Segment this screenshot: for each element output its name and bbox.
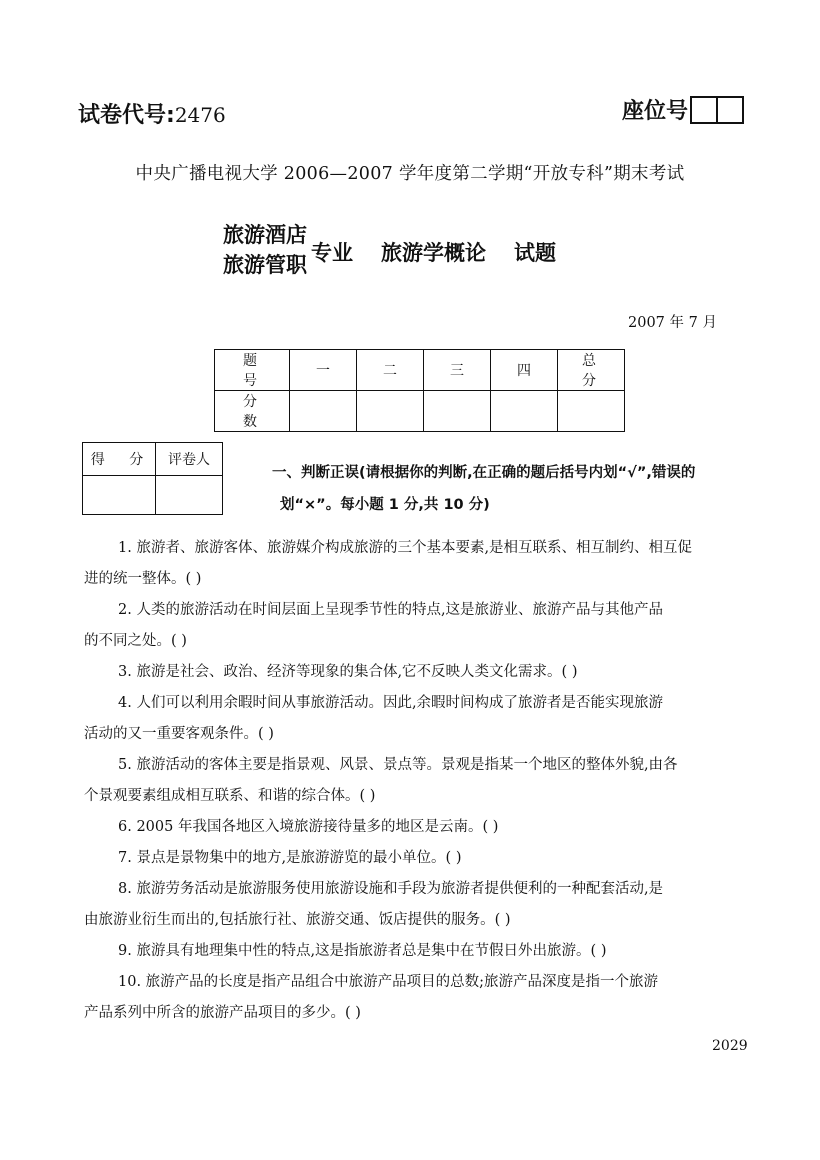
score-table-score-row: [215, 391, 625, 432]
column-header: 总 分: [558, 350, 625, 391]
column-header: 二: [357, 350, 424, 391]
score-table: [214, 349, 625, 432]
question-text-line: 5. 旅游活动的客体主要是指景观、风景、景点等。景观是指某一个地区的整体外貌,由各: [118, 757, 678, 773]
section-heading-line: 一、判断正误(请根据你的判断,在正确的题后括号内划“√”,错误的: [272, 465, 696, 481]
question-item: [84, 750, 756, 812]
score-cell: [83, 476, 156, 515]
paper-type: 试题: [514, 241, 556, 265]
grader-table-body-row: [83, 476, 223, 515]
question-text-line: 10. 旅游产品的长度是指产品组合中旅游产品项目的总数;旅游产品深度是指一个旅游: [118, 974, 659, 990]
column-header: 四: [491, 350, 558, 391]
question-item: [84, 595, 756, 657]
seat-label: 座位号: [622, 99, 689, 124]
paper-code: [78, 98, 226, 129]
majors: [223, 220, 307, 280]
question-text-line: 1. 旅游者、旅游客体、旅游媒介构成旅游的三个基本要素,是相互联系、相互制约、相互促: [118, 540, 693, 556]
seat-boxes: [690, 96, 744, 124]
question-list: [84, 533, 756, 1029]
question-text-line: 进的统一整体。( ): [84, 571, 202, 587]
seat-number: [622, 94, 744, 125]
grader-header: 评卷人: [156, 443, 223, 476]
question-text-line: 的不同之处。( ): [84, 633, 187, 649]
score-cell: [357, 391, 424, 432]
paper-code-number: 2476: [174, 103, 226, 127]
question-item: [84, 843, 756, 874]
score-table-header-row: [215, 350, 625, 391]
section-heading: [272, 457, 695, 521]
question-item: [84, 657, 756, 688]
question-text-line: 4. 人们可以利用余暇时间从事旅游活动。因此,余暇时间构成了旅游者是否能实现旅游: [118, 695, 664, 711]
page-number: 2029: [712, 1038, 748, 1054]
question-text-line: 活动的又一重要客观条件。( ): [84, 726, 274, 742]
question-item: [84, 967, 756, 1029]
score-cell: [424, 391, 491, 432]
score-cell: [491, 391, 558, 432]
question-text-line: 7. 景点是景物集中的地方,是旅游游览的最小单位。( ): [118, 850, 462, 866]
question-item: [84, 874, 756, 936]
question-item: [84, 688, 756, 750]
question-item: [84, 812, 756, 843]
section-heading-line: 划“×”。每小题 1 分,共 10 分): [280, 497, 490, 513]
major-suffix: 专业: [311, 241, 353, 265]
score-cell: [558, 391, 625, 432]
question-text-line: 3. 旅游是社会、政治、经济等现象的集合体,它不反映人类文化需求。( ): [118, 664, 578, 680]
question-text-line: 8. 旅游劳务活动是旅游服务使用旅游设施和手段为旅游者提供便利的一种配套活动,是: [118, 881, 664, 897]
question-text-line: 2. 人类的旅游活动在时间层面上呈现季节性的特点,这是旅游业、旅游产品与其他产品: [118, 602, 664, 618]
question-item: [84, 533, 756, 595]
seat-box: [716, 98, 742, 122]
grader-table: [82, 442, 223, 515]
major-name: 旅游管职: [223, 253, 307, 277]
exam-title: 中央广播电视大学 2006—2007 学年度第二学期“开放专科”期末考试: [135, 164, 685, 184]
question-text-line: 产品系列中所含的旅游产品项目的多少。( ): [84, 1005, 361, 1021]
grader-table-header-row: [83, 443, 223, 476]
score-cell: [290, 391, 357, 432]
course-name: 旅游学概论: [381, 241, 486, 265]
column-header: 三: [424, 350, 491, 391]
question-text-line: 个景观要素组成相互联系、和谐的综合体。( ): [84, 788, 376, 804]
score-header: 得 分: [83, 443, 156, 476]
grader-cell: [156, 476, 223, 515]
question-text-line: 9. 旅游具有地理集中性的特点,这是指旅游者总是集中在节假日外出旅游。( ): [118, 943, 607, 959]
column-header: 一: [290, 350, 357, 391]
seat-box: [692, 98, 716, 122]
question-item: [84, 936, 756, 967]
question-text-line: 6. 2005 年我国各地区入境旅游接待量多的地区是云南。( ): [118, 819, 499, 835]
score-label: 分 数: [215, 391, 290, 432]
major-name: 旅游酒店: [223, 223, 307, 247]
question-text-line: 由旅游业衍生而出的,包括旅行社、旅游交通、饭店提供的服务。( ): [84, 912, 511, 928]
exam-date: 2007 年 7 月: [628, 315, 717, 331]
paper-code-label: 试卷代号:: [78, 103, 175, 128]
subject-line: [223, 220, 556, 280]
question-number-label: 题 号: [215, 350, 290, 391]
